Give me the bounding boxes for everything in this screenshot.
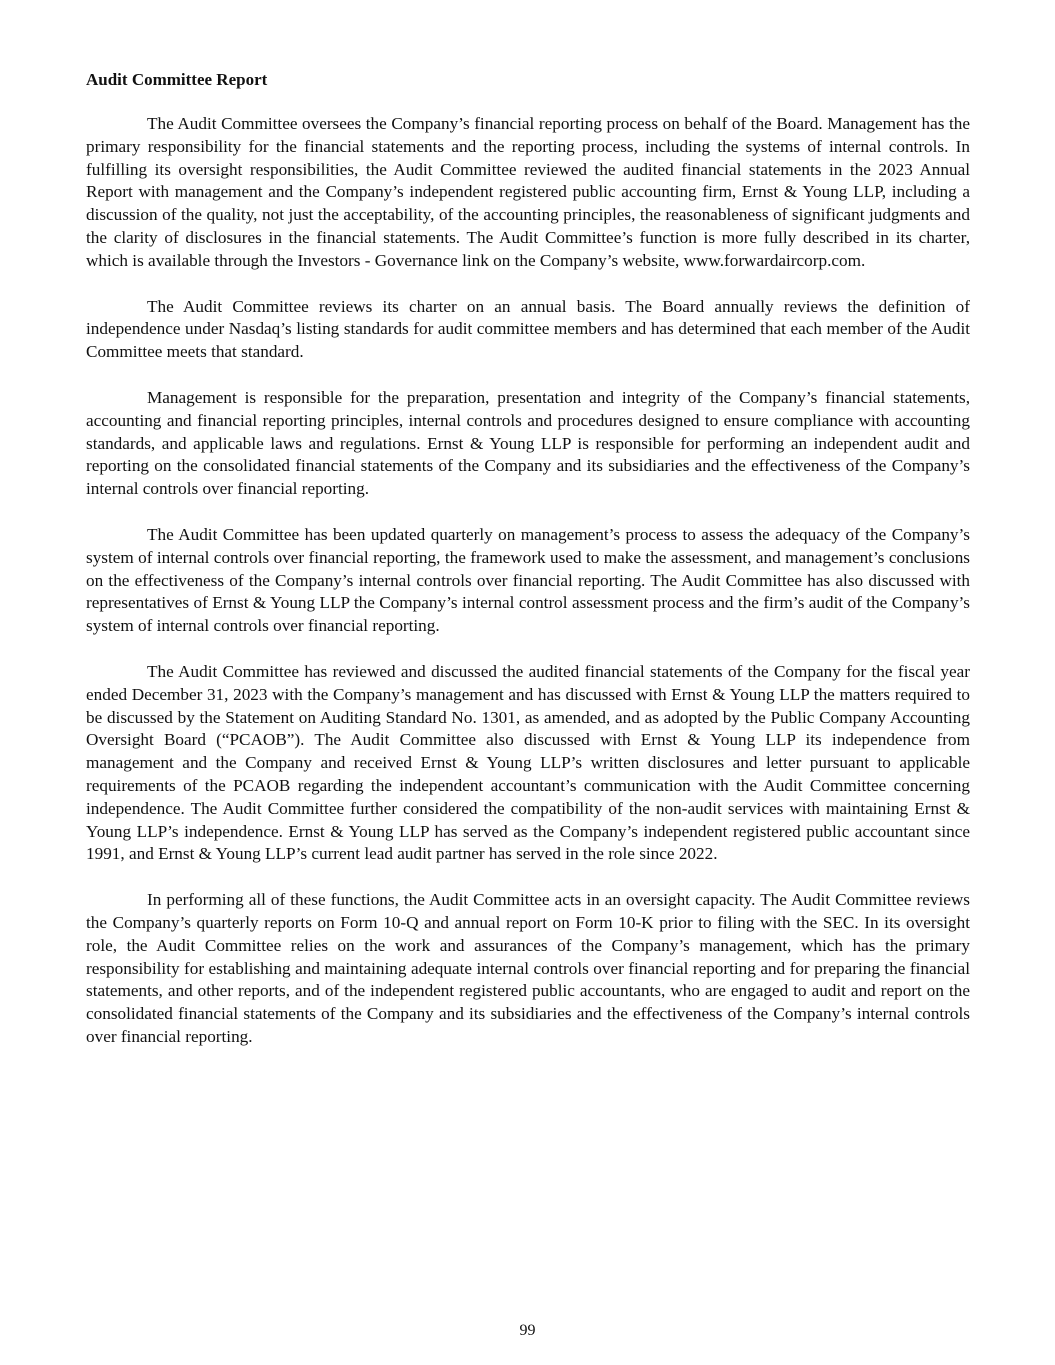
paragraph-oversight: The Audit Committee oversees the Company’s financial reporting process on behalf of the Board. Management has the primary responsibility for the financial statements and the reporting process, including the systems of internal controls. In fulfilling its oversight responsibilities, the Audit Committee reviewed the audited financial statements in the 2023 Annual Report with management and the Company’s independent registered public accounting firm, Ernst & Young LLP, including a discussion of the quality, not just the acceptability, of the accounting principles, the reasonableness of significant judgments and the clarity of disclosures in the financial statements. The Audit Committee’s function is more fully described in its charter, which is available through the Investors - Governance link on the Company’s website, www.forwardaircorp.com. xyxy=(86,114,970,270)
paragraph-charter-review: The Audit Committee reviews its charter on an annual basis. The Board annually reviews the definition of independence under Nasdaq’s listing standards for audit committee members and has determined that each member of the Audit Committee meets that standard. xyxy=(86,296,970,362)
page-number: 99 xyxy=(519,1322,536,1339)
paragraph-internal-controls-updates: The Audit Committee has been updated quarterly on management’s process to assess the adequacy of the Company’s system of internal controls over financial reporting, the framework used to make the assessment, and management’s conclusions on the effectiveness of the Company’s internal controls over financial reporting. The Audit Committee has also discussed with representatives of Ernst & Young LLP the Company’s internal control assessment process and the firm’s audit of the Company’s system of internal controls over financial reporting. xyxy=(86,524,970,636)
paragraph-financial-statements-review: The Audit Committee has reviewed and discussed the audited financial statements of the Company for the fiscal year ended December 31, 2023 with the Company’s management and has discussed with Ernst & Young LLP the matters required to be discussed by the Statement on Auditing Standard No. 1301, as amended, and as adopted by the Public Company Accounting Oversight Board (“PCAOB”). The Audit Committee also discussed with Ernst & Young LLP its independence from management and the Company and received Ernst & Young LLP’s written disclosures and letter pursuant to applicable requirements of the PCAOB regarding the independent accountant’s communication with the Audit Committee concerning independence. The Audit Committee further considered the compatibility of the non-audit services with maintaining Ernst & Young LLP’s independence. Ernst & Young LLP has served as the Company’s independent registered public accountant since 1991, and Ernst & Young LLP’s current lead audit partner has served in the role since 2022. xyxy=(86,661,970,864)
paragraph-oversight-capacity: In performing all of these functions, the Audit Committee acts in an oversight capacity. The Audit Committee reviews the Company’s quarterly reports on Form 10-Q and annual report on Form 10-K prior to filing with the SEC. In its oversight role, the Audit Committee relies on the work and assurances of the Company’s management, which has the primary responsibility for establishing and maintaining adequate internal controls over financial reporting and for preparing the financial statements, and other reports, and of the independent registered public accountants, who are engaged to audit and report on the consolidated financial statements of the Company and its subsidiaries and the effectiveness of the Company’s internal controls over financial reporting. xyxy=(86,890,970,1046)
paragraph-management-responsibility: Management is responsible for the preparation, presentation and integrity of the Company’s financial statements, accounting and financial reporting principles, internal controls and procedures designed to ensure compliance with accounting standards, and applicable laws and regulations. Ernst & Young LLP is responsible for performing an independent audit and reporting on the consolidated financial statements of the Company and its subsidiaries and the effectiveness of the Company’s internal controls over financial reporting. xyxy=(86,387,970,499)
section-heading: Audit Committee Report xyxy=(86,70,268,89)
document-page xyxy=(86,68,970,1072)
